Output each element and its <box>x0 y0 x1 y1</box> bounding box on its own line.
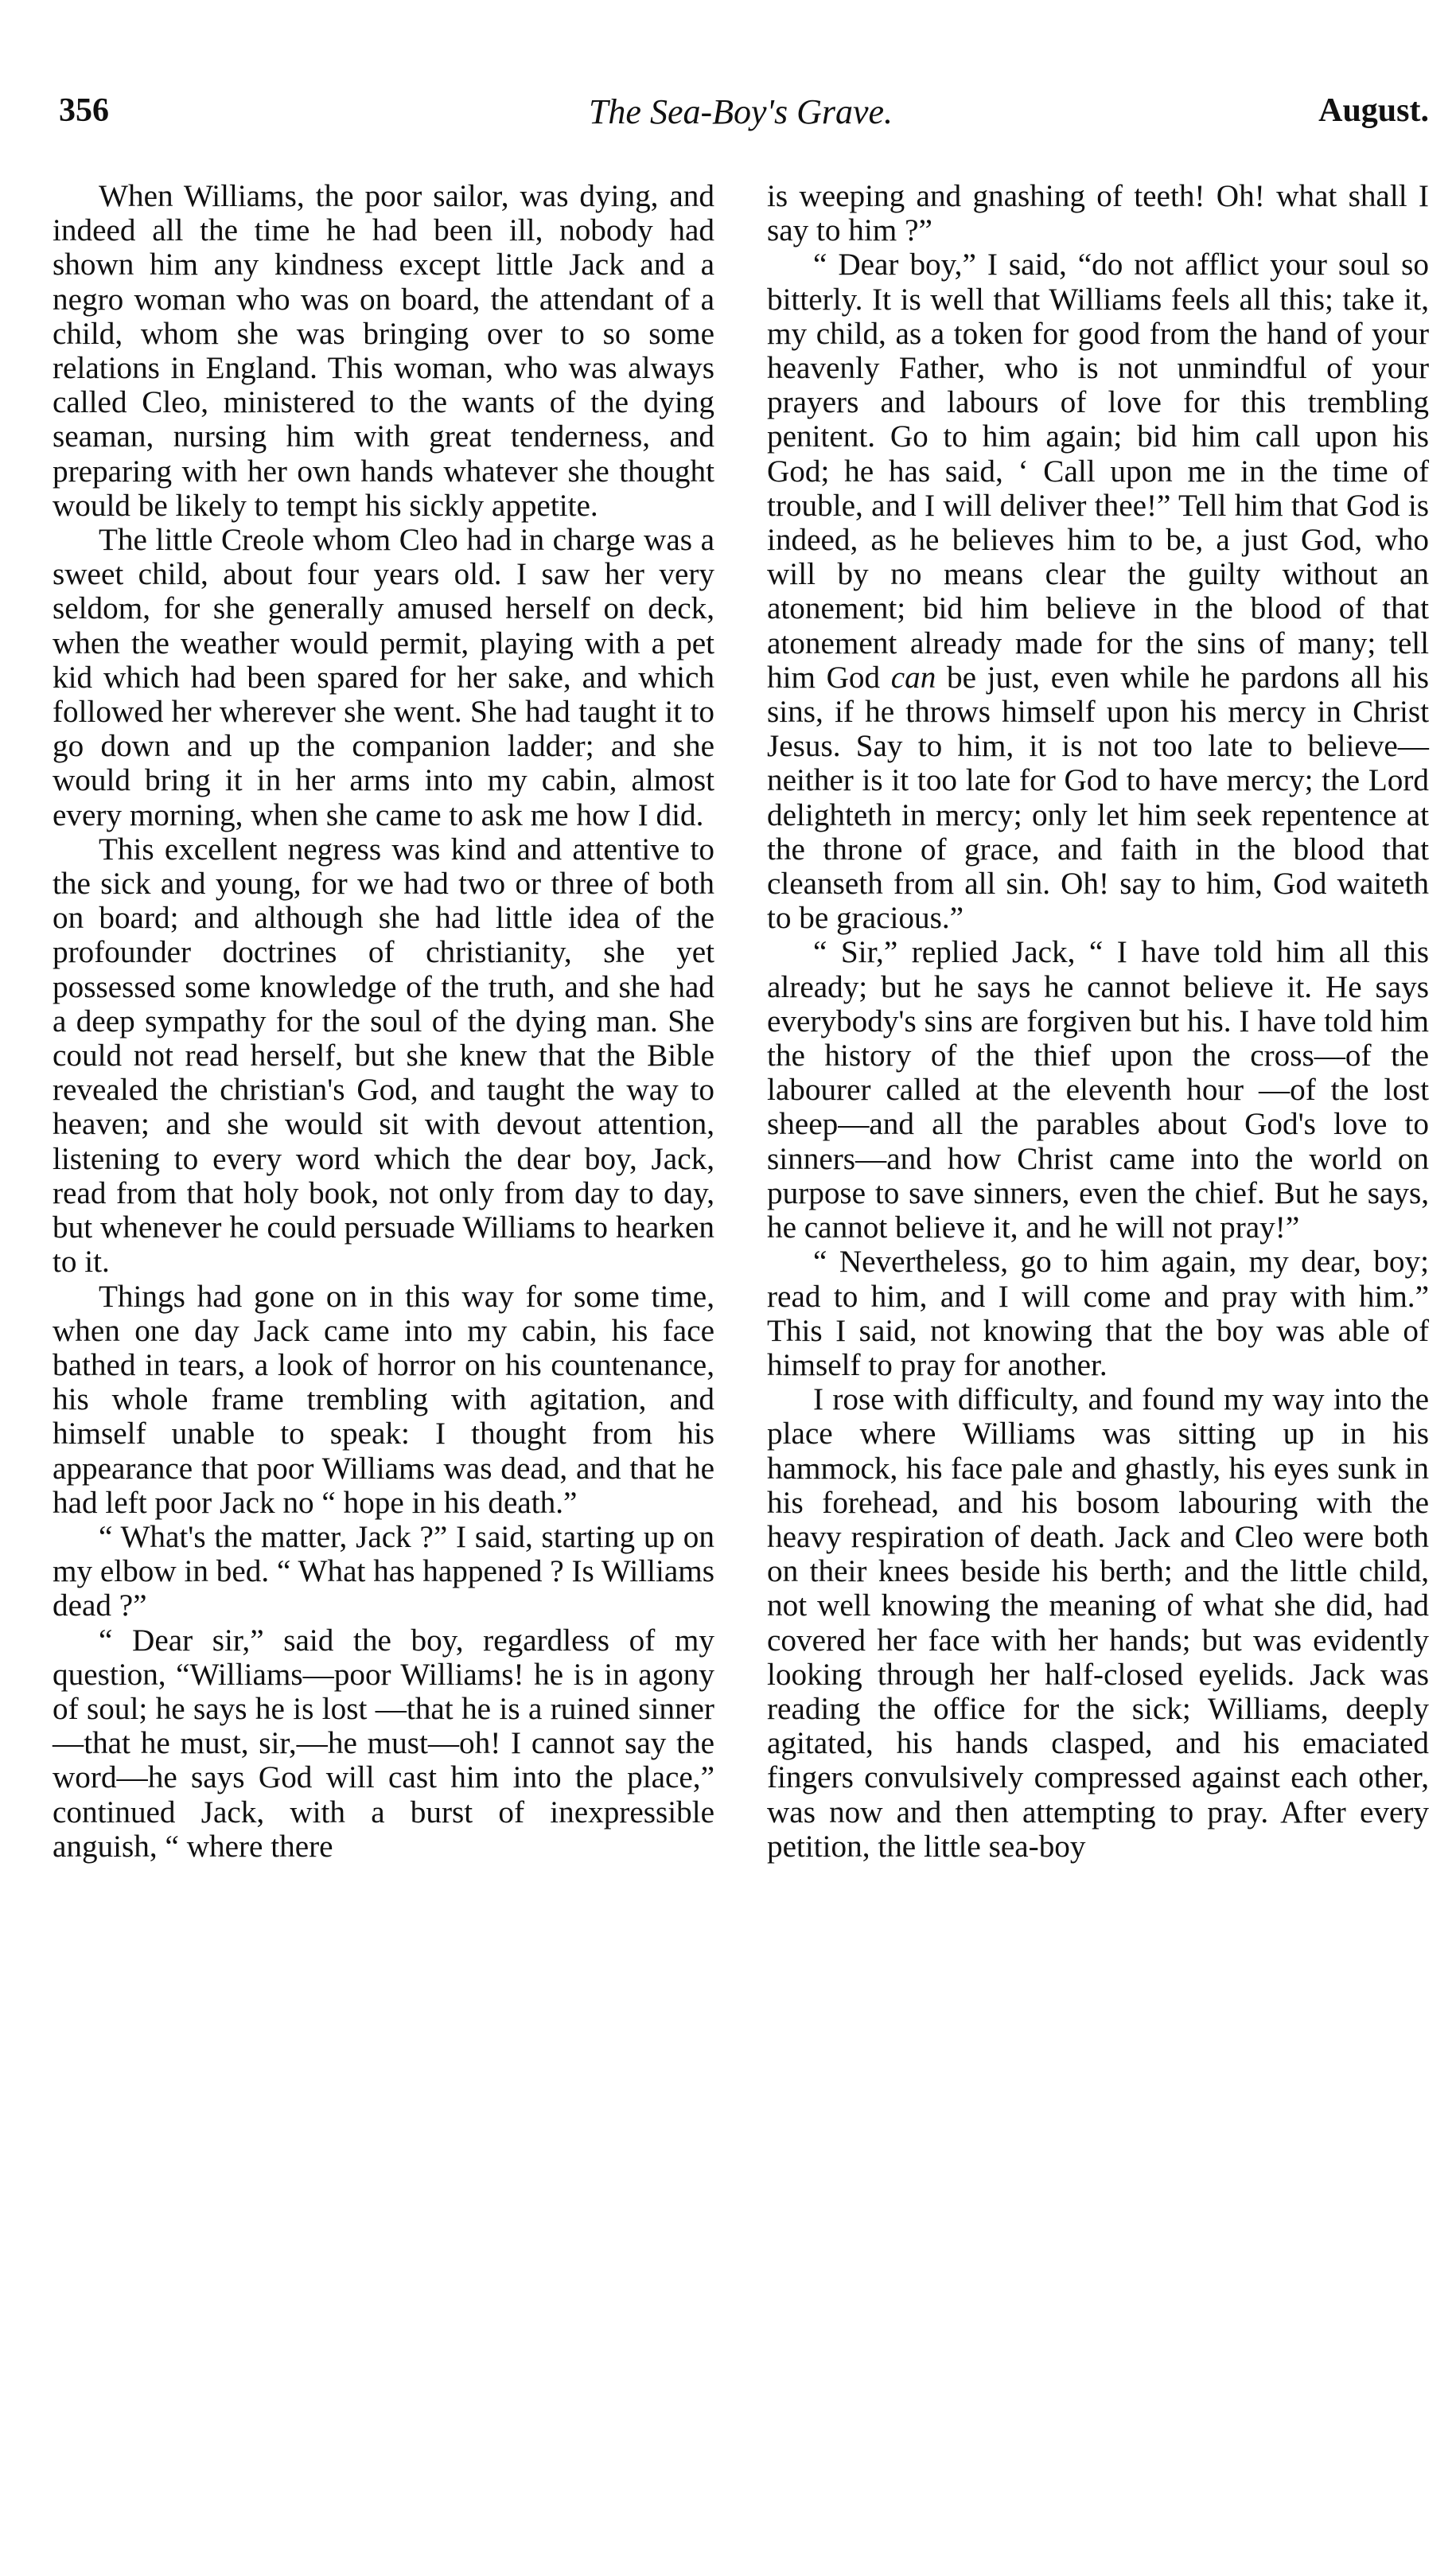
paragraph: “ Sir,” replied Jack, “ I have told him all this already; but he says he cannot believe it. He says everybody's sins are forgiven but his. I have told him the history of the thief upon the cross—of the labourer called at the eleventh hour —of the lost sheep—and all the parables about God's love to sinners—and how Christ came into the world on purpose to save sinners, even the chief. But he says, he cannot believe it, and he will not pray!” <box>767 935 1429 1245</box>
paragraph: This excellent negress was kind and attentive to the sick and young, for we had two or three of both on board; and although she had little idea of the profounder doctrines of christianity, she yet possessed some knowledge of the truth, and she had a deep sympathy for the soul of the dying man. She could not read herself, but she knew that the Bible revealed the christian's God, and taught the way to heaven; and she would sit with devout attention, listening to every word which the dear boy, Jack, read from that holy book, not only from day to day, but whenever he could persuade Williams to hearken to it. <box>53 832 714 1280</box>
paragraph-text: be just, even while he pardons all his sins, if he throws himself upon his mercy in Christ Jesus. Say to him, it is not too late to believe—neither is it too late for God to have mercy; the Lord delighteth in mercy; only let him seek repentence at the throne of grace, and faith in the blood that cleanseth from all sin. Oh! say to him, God waiteth to be gracious.” <box>767 660 1429 936</box>
paragraph: “ Nevertheless, go to him again, my dear, boy; read to him, and I will come and pray with him.” This I said, not knowing that the boy was able of himself to pray for another. <box>767 1245 1429 1382</box>
running-month: August. <box>1318 92 1429 129</box>
running-title: The Sea-Boy's Grave. <box>588 92 893 131</box>
paragraph: The little Creole whom Cleo had in charge was a sweet child, about four years old. I saw her very seldom, for she generally amused herself on deck, when the weather would permit, playing with a pet kid which had been spared for her sake, and which followed her wherever she went. She had taught it to go down and up the companion ladder; and she would bring it in her arms into my cabin, almost every morning, when she came to ask me how I did. <box>53 523 714 832</box>
page-header <box>53 92 1429 147</box>
paragraph <box>767 247 1429 935</box>
paragraph: “ What's the matter, Jack ?” I said, starting up on my elbow in bed. “ What has happened ? Is Williams dead ?” <box>53 1519 714 1623</box>
paragraph: “ Dear sir,” said the boy, regardless of my question, “Williams—poor Williams! he is in agony of soul; he says he is lost —that he is a ruined sinner—that he must, sir,—he must—oh! I cannot say the word—he says God will cast him into the place,” continued Jack, with a burst of inexpressible anguish, “ where there <box>53 1623 714 1864</box>
paragraph: I rose with difficulty, and found my way into the place where Williams was sitting up in his hammock, his face pale and ghastly, his eyes sunk in his forehead, and his bosom labouring with the heavy respiration of death. Jack and Cleo were both on their knees beside his berth; and the little child, not well knowing the meaning of what she did, had covered her face with her hands; but was evidently looking through her half-closed eyelids. Jack was reading the office for the sick; Williams, deeply agitated, his hands clasped, and his emaciated fingers convulsively compressed against each other, was now and then attempting to pray. After every petition, the little sea-boy <box>767 1382 1429 1864</box>
right-column <box>767 179 1429 1864</box>
paragraph: Things had gone on in this way for some time, when one day Jack came into my cabin, his face bathed in tears, a look of horror on his countenance, his whole frame trembling with agitation, and himself unable to speak: I thought from his appearance that poor Williams was dead, and that he had left poor Jack no “ hope in his death.” <box>53 1279 714 1520</box>
paragraph-continued: is weeping and gnashing of teeth! Oh! what shall I say to him ?” <box>767 179 1429 248</box>
book-page <box>53 92 1429 2539</box>
page-number: 356 <box>59 92 109 129</box>
text-columns <box>53 179 1429 1864</box>
emphasized-word: can <box>890 660 936 695</box>
left-column <box>53 179 714 1864</box>
paragraph: When Williams, the poor sailor, was dying, and indeed all the time he had been ill, nobody had shown him any kindness except little Jack and a negro woman who was on board, the attendant of a child, whom she was bringing over to so some relations in England. This woman, who was always called Cleo, ministered to the wants of the dying seaman, nursing him with great tenderness, and preparing with her own hands whatever she thought would be likely to tempt his sickly appetite. <box>53 179 714 523</box>
paragraph-text: “ Dear boy,” I said, “do not afflict your soul so bitterly. It is well that Williams feels all this; take it, my child, as a token for good from the hand of your heavenly Father, who is not unmindful of your prayers and labours of love for this trembling penitent. Go to him again; bid him call upon his God; he has said, ‘ Call upon me in the time of trouble, and I will deliver thee!” Tell him that God is indeed, as he believes him to be, a just God, who will by no means clear the guilty without an atonement; bid him believe in the blood of that atonement already made for the sins of many; tell him God <box>767 247 1429 695</box>
